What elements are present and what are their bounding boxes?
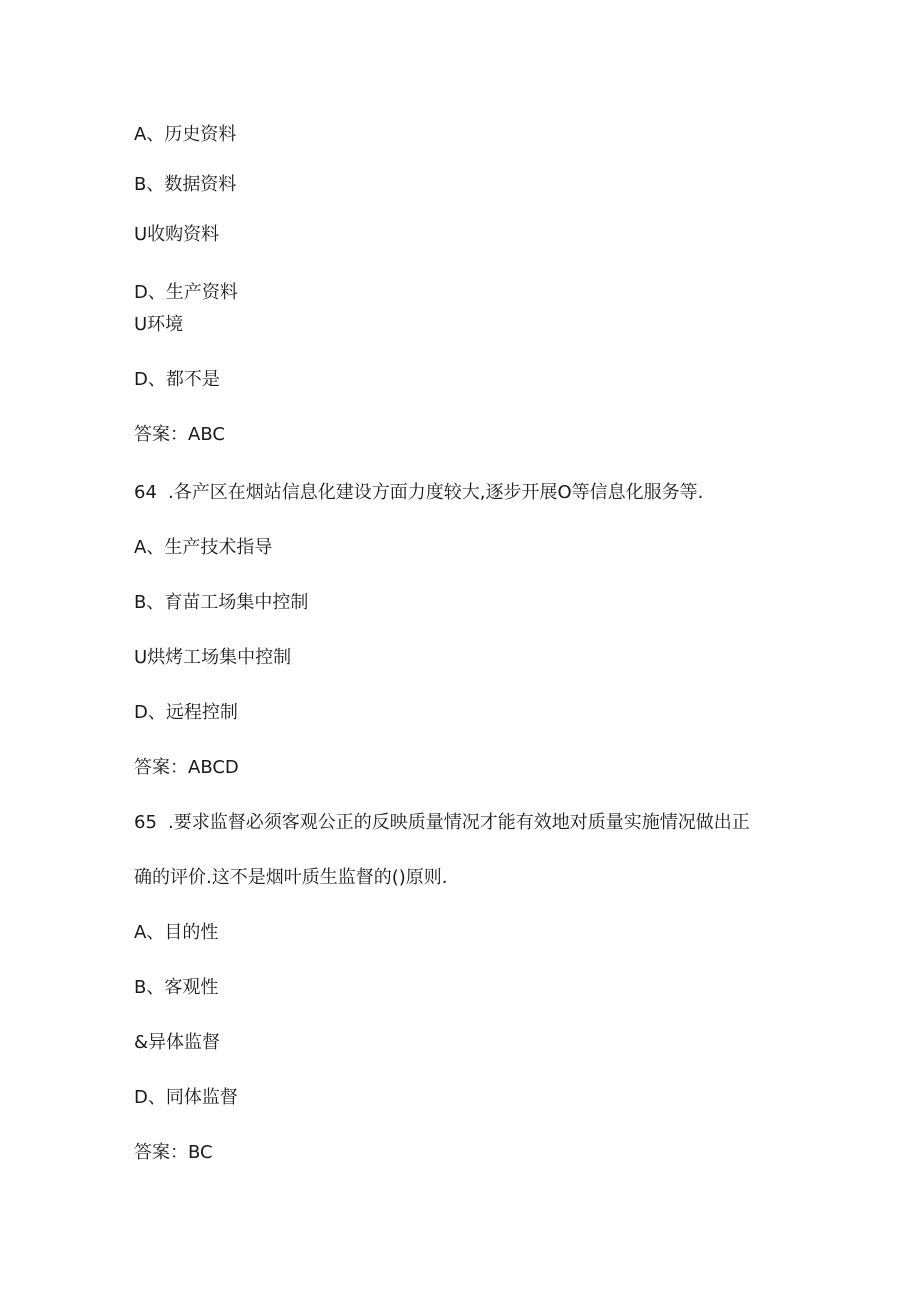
- option-c: &异体监督: [134, 1032, 221, 1053]
- option-a: A、生产技术指导: [134, 537, 273, 558]
- option-d: D、生产资料: [134, 282, 238, 303]
- option-b: B、育苗工场集中控制: [134, 592, 309, 613]
- option-d: D、远程控制: [134, 702, 238, 723]
- option-a: A、历史资料: [134, 124, 237, 145]
- answer-line: 答案：BC: [134, 1142, 213, 1163]
- question-65-stem: [134, 812, 750, 834]
- question-64-stem: [134, 482, 703, 504]
- question-65-stem-continued: 确的评价.这不是烟叶质生监督的()原则.: [134, 867, 448, 888]
- question-text: .各产区在烟站信息化建设方面力度较大,逐步开展O等信息化服务等.: [168, 482, 704, 503]
- option-c: U烘烤工场集中控制: [134, 647, 292, 668]
- question-text: .要求监督必须客观公正的反映质量情况才能有效地对质量实施情况做出正: [168, 812, 750, 833]
- option-c: U收购资料: [134, 224, 220, 245]
- question-number: 65: [134, 812, 157, 833]
- option-e: U环境: [134, 314, 184, 335]
- option-b: B、客观性: [134, 977, 219, 998]
- question-number: 64: [134, 482, 157, 503]
- answer-line: 答案：ABC: [134, 424, 225, 445]
- answer-line: 答案：ABCD: [134, 757, 239, 778]
- option-b: B、数据资料: [134, 174, 237, 195]
- option-f: D、都不是: [134, 369, 220, 390]
- option-a: A、目的性: [134, 922, 219, 943]
- option-d: D、同体监督: [134, 1087, 238, 1108]
